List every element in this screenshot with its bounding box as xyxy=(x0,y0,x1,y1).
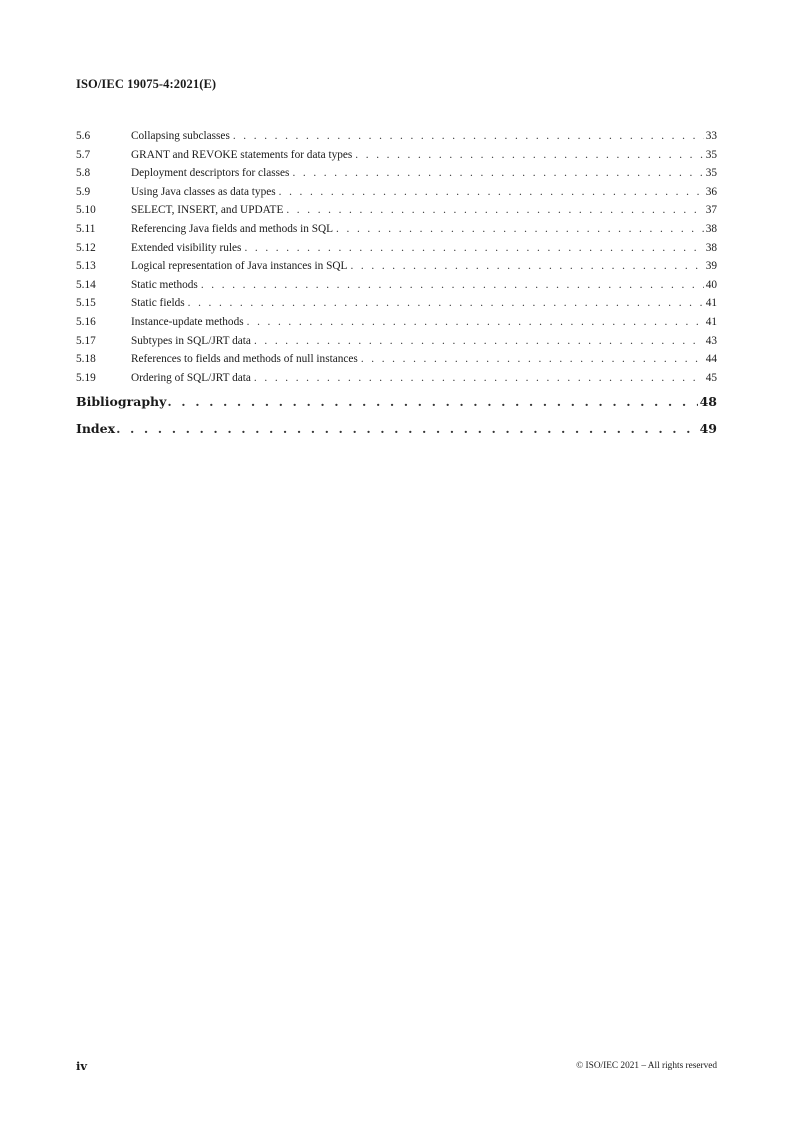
toc-entry-page: 41 xyxy=(705,297,717,310)
toc-bibliography[interactable] xyxy=(76,390,717,414)
toc-entry-page: 33 xyxy=(705,130,717,142)
toc-entry-title: Instance-update methods xyxy=(131,315,244,328)
dot-leader xyxy=(350,257,703,276)
table-of-contents xyxy=(76,127,717,441)
toc-entry-number: 5.14 xyxy=(76,278,96,291)
toc-entry-title: SELECT, INSERT, and UPDATE xyxy=(131,204,284,217)
dot-leader xyxy=(247,313,704,332)
toc-entry-number: 5.15 xyxy=(76,297,96,310)
toc-entry-number: 5.12 xyxy=(76,241,96,254)
toc-entry-number: 5.13 xyxy=(76,260,96,273)
toc-major-page: 48 xyxy=(699,394,717,410)
toc-entry[interactable] xyxy=(76,146,717,165)
toc-entry-number: 5.7 xyxy=(76,148,91,161)
toc-entry-page: 45 xyxy=(705,371,717,384)
toc-entry-number: 5.11 xyxy=(76,222,96,235)
dot-leader xyxy=(188,294,704,313)
toc-major-title: Index xyxy=(76,421,116,437)
toc-entry-number: 5.17 xyxy=(76,334,96,347)
toc-entry-number: 5.16 xyxy=(76,315,96,328)
toc-entry-number: 5.10 xyxy=(76,204,96,217)
toc-entry-page: 44 xyxy=(705,353,717,366)
toc-entry[interactable] xyxy=(76,257,717,276)
toc-entry-title: Deployment descriptors for classes xyxy=(131,167,290,180)
dot-leader xyxy=(361,350,704,369)
toc-entry-page: 38 xyxy=(705,241,717,254)
toc-entry[interactable] xyxy=(76,332,717,351)
dot-leader xyxy=(201,276,704,295)
toc-major-title: Bibliography xyxy=(76,394,167,410)
toc-entry-title: Collapsing subclasses xyxy=(131,130,230,142)
toc-entry-page: 36 xyxy=(705,185,717,198)
toc-entry[interactable] xyxy=(76,183,717,202)
toc-major-page: 49 xyxy=(699,421,717,437)
toc-entry[interactable] xyxy=(76,220,717,239)
document-identifier: ISO/IEC 19075-4:2021(E) xyxy=(76,77,217,91)
toc-entry-title: Logical representation of Java instances in SQL xyxy=(131,260,348,273)
toc-entry-page: 43 xyxy=(705,334,717,347)
toc-entry-page: 35 xyxy=(705,167,717,180)
toc-entry-title: GRANT and REVOKE statements for data types xyxy=(131,148,353,161)
toc-entry-title: Ordering of SQL/JRT data xyxy=(131,371,251,384)
dot-leader xyxy=(167,390,697,414)
toc-entry-page: 38 xyxy=(705,222,717,235)
toc-entry-page: 37 xyxy=(705,204,717,217)
dot-leader xyxy=(279,183,704,202)
toc-entry[interactable] xyxy=(76,239,717,258)
toc-entry-title: Static fields xyxy=(131,297,185,310)
toc-entry-page: 35 xyxy=(705,148,717,161)
toc-entry-number: 5.18 xyxy=(76,353,96,366)
dot-leader xyxy=(292,164,703,183)
toc-entry-number: 5.8 xyxy=(76,167,91,180)
toc-entry-number: 5.9 xyxy=(76,185,91,198)
toc-entry[interactable] xyxy=(76,201,717,220)
dot-leader xyxy=(116,417,698,441)
copyright-notice: © ISO/IEC 2021 – All rights reserved xyxy=(576,1061,717,1071)
toc-entry-title: Using Java classes as data types xyxy=(131,185,276,198)
toc-entry-title: Referencing Java fields and methods in SQL xyxy=(131,222,334,235)
dot-leader xyxy=(286,201,703,220)
toc-entry[interactable] xyxy=(76,350,717,369)
dot-leader xyxy=(336,220,704,239)
toc-entry-number: 5.19 xyxy=(76,371,96,384)
toc-entry[interactable] xyxy=(76,313,717,332)
toc-entry-title: References to fields and methods of null instances xyxy=(131,353,358,366)
toc-entry[interactable] xyxy=(76,294,717,313)
toc-entry-number: 5.6 xyxy=(76,130,91,142)
toc-entry-page: 39 xyxy=(705,260,717,273)
dot-leader xyxy=(244,239,703,258)
toc-entry[interactable] xyxy=(76,164,717,183)
dot-leader xyxy=(233,127,704,146)
toc-entry-title: Static methods xyxy=(131,278,198,291)
toc-entry-title: Subtypes in SQL/JRT data xyxy=(131,334,251,347)
toc-entry[interactable] xyxy=(76,369,717,388)
toc-entry[interactable] xyxy=(76,276,717,295)
page-number: iv xyxy=(76,1059,88,1073)
dot-leader xyxy=(254,332,704,351)
dot-leader xyxy=(254,369,704,388)
toc-index[interactable] xyxy=(76,417,717,441)
toc-entry-page: 41 xyxy=(705,315,717,328)
toc-entry-page: 40 xyxy=(705,278,717,291)
dot-leader xyxy=(355,146,703,165)
toc-entry[interactable] xyxy=(76,127,717,146)
toc-entry-title: Extended visibility rules xyxy=(131,241,242,254)
